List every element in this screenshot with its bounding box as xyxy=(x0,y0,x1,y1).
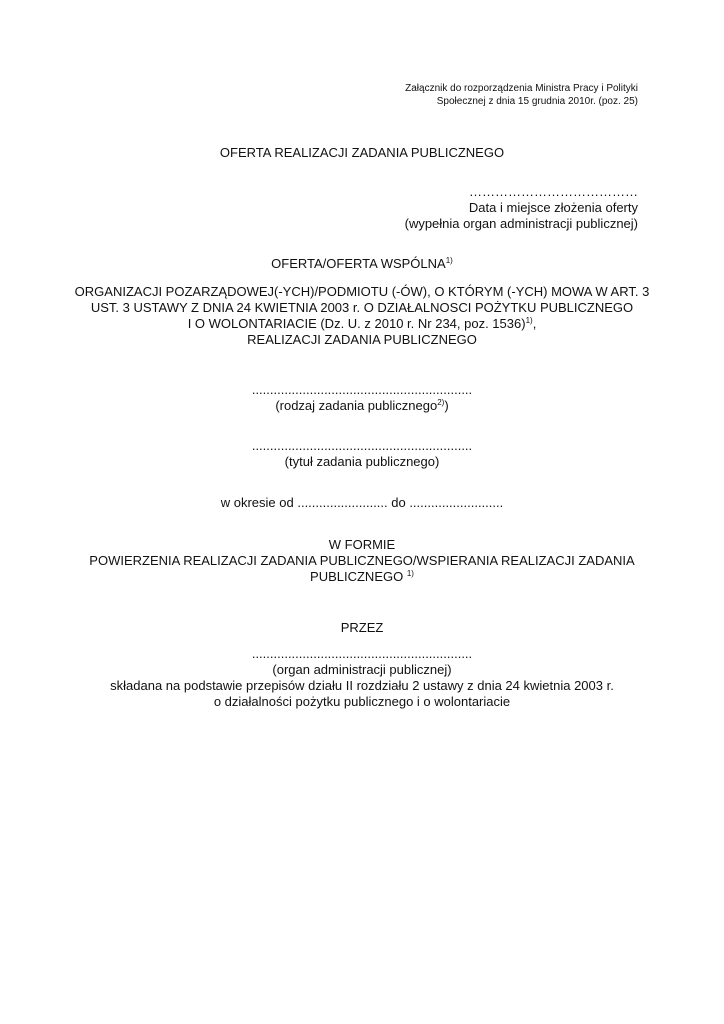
task-title-label: (tytuł zadania publicznego) xyxy=(284,454,440,469)
footnote-mark: 1) xyxy=(406,569,414,578)
form-line-3: PUBLICZNEGO xyxy=(310,569,407,584)
footnote-mark: 2) xyxy=(437,398,445,407)
organ-block xyxy=(0,646,724,710)
submission-date-block xyxy=(298,184,638,232)
date-dotted-line: ………………………………… xyxy=(469,184,638,199)
document-title: OFERTA REALIZACJI ZADANIA PUBLICZNEGO xyxy=(219,145,505,160)
annex-note-line-1: Załącznik do rozporządzenia Ministra Pracy i Polityki xyxy=(405,83,638,94)
by-label-block xyxy=(0,620,724,636)
date-place-label: Data i miejsce złożenia oferty xyxy=(468,200,638,215)
task-type-label-end: ) xyxy=(444,398,449,413)
form-line-2: POWIERZENIA REALIZACJI ZADANIA PUBLICZNEGO/WSPIERANIA REALIZACJI ZADANIA xyxy=(89,553,635,568)
legal-basis-line-1: składana na podstawie przepisów działu II rozdziału 2 ustawy z dnia 24 kwietnia 2003 r. xyxy=(110,678,614,693)
task-type-label: (rodzaj zadania publicznego xyxy=(275,398,438,413)
form-block xyxy=(0,537,724,585)
footnote-mark: 1) xyxy=(525,316,533,325)
task-title-block xyxy=(0,438,724,470)
footnote-mark: 1) xyxy=(445,256,453,265)
task-type-block xyxy=(0,382,724,414)
period-text: w okresie od ......................... do .......................... xyxy=(220,495,504,510)
by-label: PRZEZ xyxy=(340,620,384,635)
organizations-line-3: I O WOLONTARIACIE (Dz. U. z 2010 r. Nr 234, poz. 1536) xyxy=(187,316,526,331)
organizations-line-3-suffix: , xyxy=(532,316,537,331)
organ-dotted-line: ............................................................. xyxy=(251,646,473,661)
organizations-block xyxy=(0,284,724,348)
organ-label: (organ administracji publicznej) xyxy=(272,662,452,677)
organizations-line-1: ORGANIZACJI POZARZĄDOWEJ(-YCH)/PODMIOTU (-ÓW), O KTÓRYM (-YCH) MOWA W ART. 3 xyxy=(74,284,650,299)
task-type-dotted-line: ............................................................. xyxy=(251,382,473,397)
offer-type-text: OFERTA/OFERTA WSPÓLNA xyxy=(271,256,446,271)
form-line-1: W FORMIE xyxy=(328,537,396,552)
date-place-note: (wypełnia organ administracji publicznej) xyxy=(404,216,638,231)
organizations-line-2: UST. 3 USTAWY Z DNIA 24 KWIETNIA 2003 r. O DZIAŁALNOSCI POŻYTKU PUBLICZNEGO xyxy=(90,300,634,315)
annex-note-line-2: Społecznej z dnia 15 grudnia 2010r. (poz. 25) xyxy=(436,96,638,107)
task-title-dotted-line: ............................................................. xyxy=(251,438,473,453)
legal-basis-line-2: o działalności pożytku publicznego i o wolontariacie xyxy=(213,694,511,709)
period-block xyxy=(0,495,724,511)
regulation-annex-note xyxy=(298,82,638,108)
organizations-line-4: REALIZACJI ZADANIA PUBLICZNEGO xyxy=(247,332,477,347)
offer-type-heading xyxy=(0,256,724,272)
